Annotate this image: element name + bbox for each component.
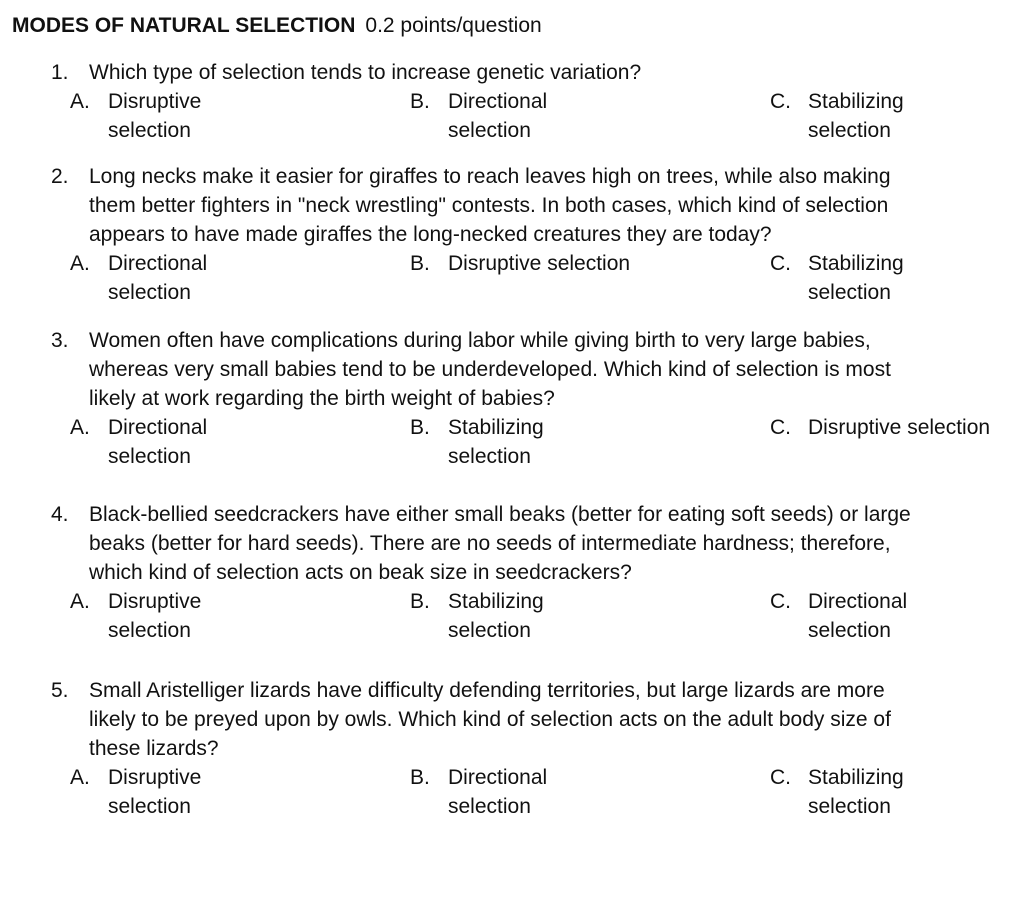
option-letter: A. (70, 252, 90, 275)
option-text-line: Disruptive selection (448, 252, 631, 275)
worksheet-header (12, 11, 542, 40)
option-text-line: selection (808, 619, 891, 642)
option-text-line: selection (808, 795, 891, 818)
option-text (108, 763, 201, 821)
option-letter: B. (410, 590, 430, 613)
option-text-line: Directional (108, 252, 208, 275)
option-text (808, 249, 904, 307)
option-letter: C. (770, 590, 791, 613)
question-text-line: which kind of selection acts on beak size in seedcrackers? (89, 561, 632, 584)
question-text (89, 162, 1009, 249)
option-text-line: Stabilizing (808, 766, 904, 789)
question-number: 2. (51, 165, 69, 188)
question-text-line: likely to be preyed upon by owls. Which kind of selection acts on the adult body size of (89, 708, 891, 731)
question-text-line: Small Aristelliger lizards have difficulty defending territories, but large lizards are more (89, 679, 885, 702)
option-text-line: Stabilizing (808, 90, 904, 113)
option-text-line: selection (448, 445, 531, 468)
question-text (89, 58, 1009, 87)
option-text (108, 413, 207, 471)
option-text (808, 87, 904, 145)
option-text-line: Directional (448, 766, 548, 789)
question-text-line: Long necks make it easier for giraffes to reach leaves high on trees, while also making (89, 165, 891, 188)
option-letter: C. (770, 90, 791, 113)
option-text (448, 249, 630, 278)
option-letter: C. (770, 416, 791, 439)
question-number: 1. (51, 61, 69, 84)
option-letter: A. (70, 416, 90, 439)
question-text-line: appears to have made giraffes the long-necked creatures they are today? (89, 223, 772, 246)
option-letter: B. (410, 90, 430, 113)
question-text (89, 676, 1009, 763)
option-text-line: Disruptive (108, 90, 202, 113)
option-letter: B. (410, 766, 430, 789)
option-text (108, 587, 201, 645)
option-text-line: selection (108, 281, 191, 304)
worksheet-title: MODES OF NATURAL SELECTION (12, 14, 356, 37)
option-text-line: Disruptive selection (808, 416, 991, 439)
option-text-line: Directional (108, 416, 208, 439)
option-letter: C. (770, 252, 791, 275)
option-letter: B. (410, 416, 430, 439)
question-text-line: beaks (better for hard seeds). There are no seeds of intermediate hardness; therefore, (89, 532, 891, 555)
option-text-line: selection (808, 281, 891, 304)
option-text (448, 87, 547, 145)
question-number: 4. (51, 503, 69, 526)
option-text-line: selection (108, 445, 191, 468)
option-text-line: Directional (808, 590, 908, 613)
option-text-line: selection (448, 619, 531, 642)
option-text (448, 413, 544, 471)
option-text (448, 587, 544, 645)
option-text-line: Directional (448, 90, 548, 113)
option-text-line: selection (108, 619, 191, 642)
question-text-line: Black-bellied seedcrackers have either small beaks (better for eating soft seeds) or large (89, 503, 911, 526)
question-text-line: these lizards? (89, 737, 219, 760)
option-text-line: Disruptive (108, 766, 202, 789)
question-text-line: likely at work regarding the birth weight of babies? (89, 387, 555, 410)
option-letter: C. (770, 766, 791, 789)
option-text-line: Stabilizing (448, 590, 544, 613)
question-number: 3. (51, 329, 69, 352)
option-text (448, 763, 547, 821)
option-text (808, 763, 904, 821)
option-letter: A. (70, 766, 90, 789)
question-text-line: Women often have complications during labor while giving birth to very large babies, (89, 329, 871, 352)
option-text (108, 249, 207, 307)
option-letter: A. (70, 90, 90, 113)
option-text-line: selection (108, 119, 191, 142)
option-text-line: Disruptive (108, 590, 202, 613)
option-text (808, 587, 907, 645)
option-text-line: selection (108, 795, 191, 818)
question-text-line: them better fighters in "neck wrestling" contests. In both cases, which kind of selection (89, 194, 889, 217)
points-per-question: 0.2 points/question (365, 14, 542, 37)
option-text (808, 413, 990, 442)
question-text (89, 326, 1009, 413)
option-text-line: selection (448, 795, 531, 818)
option-text-line: Stabilizing (808, 252, 904, 275)
question-text (89, 500, 1009, 587)
question-number: 5. (51, 679, 69, 702)
option-text (108, 87, 201, 145)
question-text-line: Which type of selection tends to increase genetic variation? (89, 61, 642, 84)
option-text-line: selection (448, 119, 531, 142)
option-text-line: Stabilizing (448, 416, 544, 439)
question-text-line: whereas very small babies tend to be underdeveloped. Which kind of selection is most (89, 358, 891, 381)
option-letter: B. (410, 252, 430, 275)
option-letter: A. (70, 590, 90, 613)
option-text-line: selection (808, 119, 891, 142)
